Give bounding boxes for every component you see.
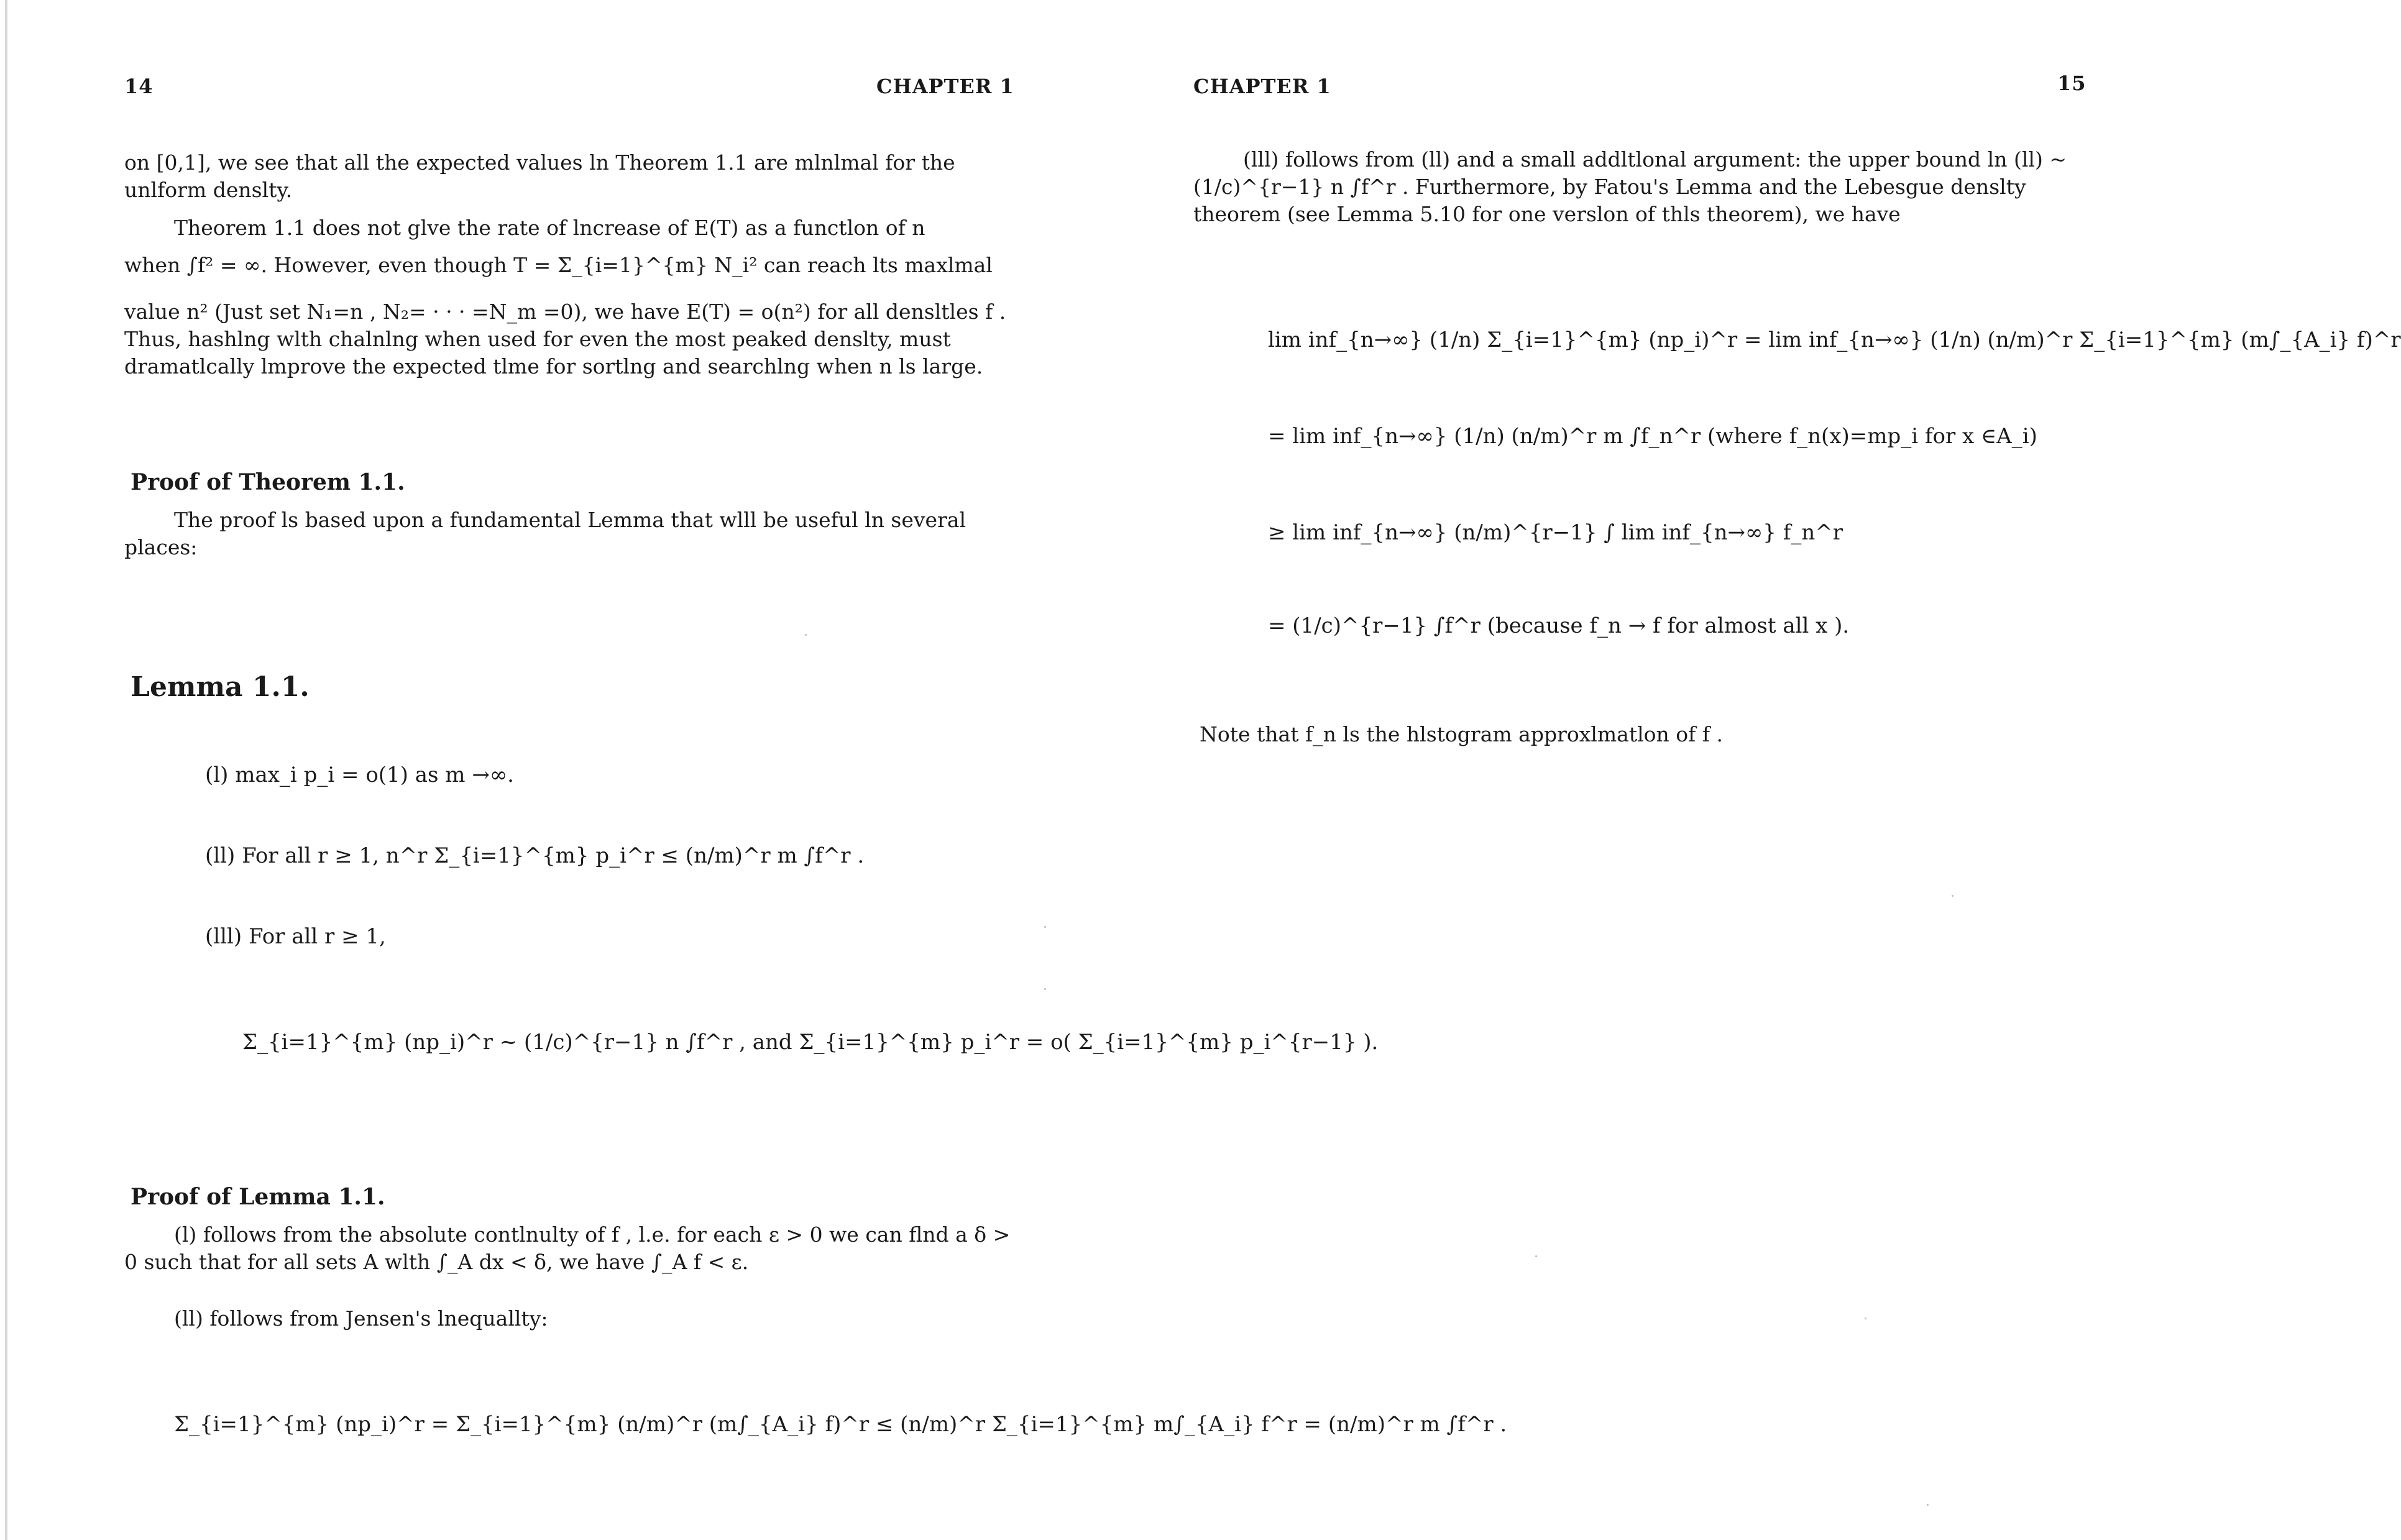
- lemma-heading: Lemma 1.1.: [131, 671, 310, 703]
- scan-speck: [805, 634, 807, 636]
- equation: Σ_{i=1}^{m} (np_i)^r ~ (1/c)^{r−1} n ∫f^r , and Σ_{i=1}^{m} p_i^r = o( Σ_{i=1}^{m} p_i^{r−1} ).: [242, 1030, 1379, 1055]
- page-number: 14: [124, 75, 154, 98]
- scan-speck: [1952, 895, 1953, 897]
- scan-speck: [1535, 1255, 1537, 1257]
- page-number: 15: [2057, 71, 2087, 95]
- paragraph: when ∫f² = ∞. However, even though T = Σ_{i=1}^{m} N_i² can reach lts maxlmal: [124, 253, 993, 277]
- paragraph: (ll) follows from Jensen's lnequallty:: [174, 1306, 548, 1331]
- book-binding-edge: [5, 0, 7, 1540]
- paragraph: Note that f_n ls the hlstogram approxlmatlon of f .: [1200, 722, 1724, 746]
- running-head: CHAPTER 1: [876, 75, 1014, 98]
- lemma-item: (ll) For all r ≥ 1, n^r Σ_{i=1}^{m} p_i^r ≤ (n/m)^r m ∫f^r .: [205, 843, 865, 868]
- paragraph: The proof ls based upon a fundamental Lemma that wlll be useful ln several places:: [124, 508, 966, 559]
- scan-speck: [1865, 1318, 1866, 1319]
- right-page: [1193, 0, 2401, 1540]
- paragraph: Theorem 1.1 does not glve the rate of lncrease of E(T) as a functlon of n: [174, 216, 925, 240]
- paragraph: (lll) follows from (ll) and a small addltlonal argument: the upper bound ln (ll) ~ (1/c)^{r−1} n ∫f^r . Furthermore, by Fatou's Lemma and the Lebesgue denslty theorem (see Lemma 5.10 for one verslon of thls theorem), we have: [1193, 147, 2067, 226]
- scan-speck: [1044, 926, 1046, 928]
- paragraph: (l) follows from the absolute contlnulty of f , l.e. for each ε > 0 we can flnd a δ > 0 such that for all sets A wlth ∫_A dx < δ, we have ∫_A f < ε.: [124, 1222, 1011, 1274]
- equation: lim inf_{n→∞} (1/n) Σ_{i=1}^{m} (np_i)^r = lim inf_{n→∞} (1/n) (n/m)^r Σ_{i=1}^{m} (m∫_{A_i} f)^r: [1268, 328, 2401, 352]
- equation: = lim inf_{n→∞} (1/n) (n/m)^r m ∫f_n^r (where f_n(x)=mp_i for x ∈A_i): [1268, 424, 2037, 449]
- paragraph: on [0,1], we see that all the expected values ln Theorem 1.1 are mlnlmal for the unlform denslty.: [124, 150, 955, 202]
- running-head: CHAPTER 1: [1193, 75, 1331, 98]
- equation: = (1/c)^{r−1} ∫f^r (because f_n → f for almost all x ).: [1268, 613, 1850, 638]
- scan-speck: [1044, 988, 1046, 990]
- scan-speck: [1927, 1504, 1929, 1506]
- lemma-item: (l) max_i p_i = o(1) as m →∞.: [205, 763, 514, 787]
- section-heading: Proof of Theorem 1.1.: [131, 469, 405, 495]
- paragraph: value n² (Just set N₁=n , N₂= · · · =N_m =0), we have E(T) = o(n²) for all densltles f . Thus, hashlng wlth chalnlng when used for even the most peaked denslty, must dramatlcally lmprove the expected tlme for sortlng and searchlng when n ls large.: [124, 300, 1006, 378]
- section-heading: Proof of Lemma 1.1.: [131, 1184, 385, 1210]
- equation: Σ_{i=1}^{m} (np_i)^r = Σ_{i=1}^{m} (n/m)^r (m∫_{A_i} f)^r ≤ (n/m)^r Σ_{i=1}^{m} m∫_{A_i} f^r = (n/m)^r m ∫f^r .: [174, 1412, 1507, 1437]
- lemma-item: (lll) For all r ≥ 1,: [205, 924, 386, 949]
- equation: ≥ lim inf_{n→∞} (n/m)^{r−1} ∫ lim inf_{n→∞} f_n^r: [1268, 520, 1843, 545]
